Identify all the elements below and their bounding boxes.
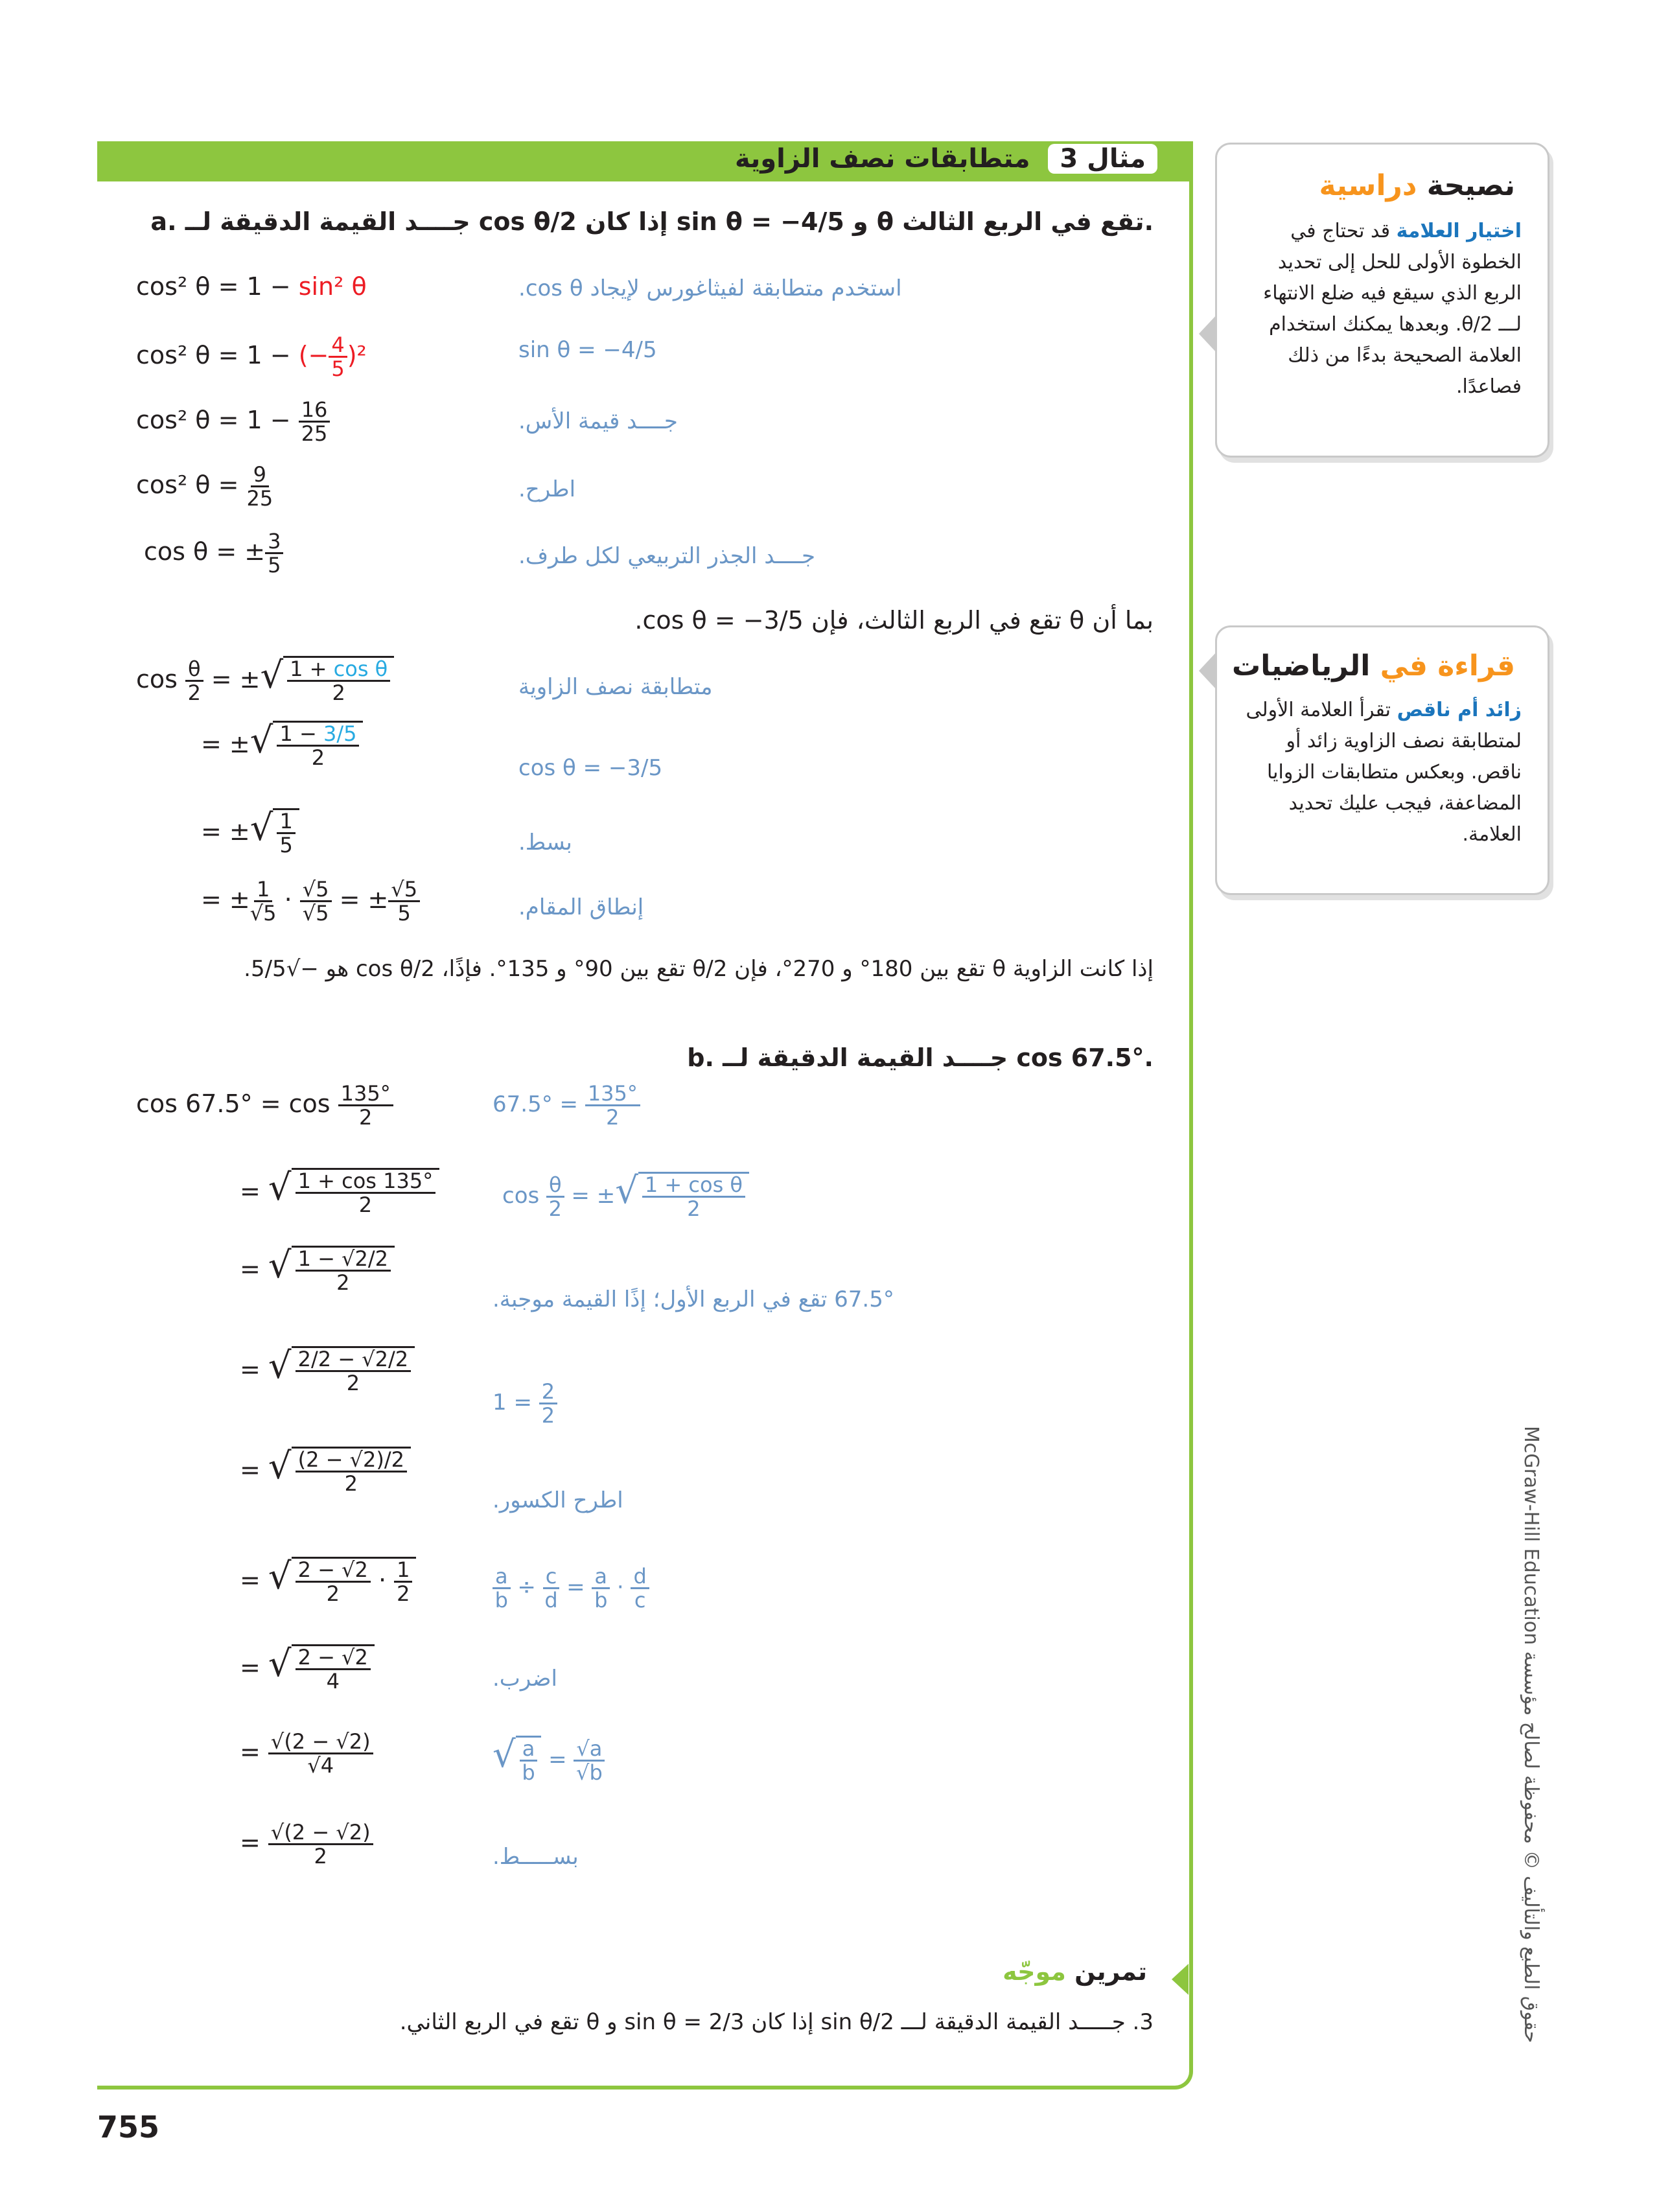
part-a-step-1-note: استخدم متطابقة لفيثاغورس لإيجاد cos θ. [518,275,902,301]
part-a-step-8-equation: = ±√ $\frac{1}{5}$ [201,807,299,856]
part-a-step-6-note: متطابقة نصف الزاوية [518,674,713,700]
reading-math-pointer-icon [1199,651,1217,690]
part-b-step-5-note: اطرح الكسور. [493,1487,623,1513]
part-a-step-1-equation: cos² θ = 1 − sin² θ [136,272,367,301]
part-b-step-2-equation: = √ $\frac{1 + \cos 135^\circ}{2}$ [240,1167,439,1216]
practice-item-3: 3. جـــــد القيمة الدقيقة لـــ sin θ/2 إذا كان sin θ = 2/3 و θ تقع في الربع الثاني. [399,2009,1154,2035]
part-a-step-2-note: sin θ = −4/5 [518,337,657,363]
practice-arrow-icon [1172,1964,1189,1995]
part-b-step-5-equation: = √ $\frac{(2 - √2)/2}{2}$ [240,1445,411,1495]
study-tip-pointer-icon [1199,314,1217,353]
example-header-bar [97,141,1192,181]
part-a-step-5-equation: cos θ = ± $\frac{3}{5}$ [144,530,283,576]
part-b-step-3-equation: = √ $\frac{1 - √2/2}{2}$ [240,1244,395,1294]
part-b-step-4-note: 1 = $\frac{2}{2}$ [493,1380,557,1426]
part-a-step-7-note: cos θ = −3/5 [518,755,663,781]
part-b-step-7-equation: = √ $\frac{2 - √2}{4}$ [240,1643,375,1692]
part-a-step-4-note: اطرح. [518,476,576,502]
part-b-step-9-equation: = $\frac{√(2 - √2)}{2}$ [240,1821,373,1867]
part-a-step-9-equation: = ± $\frac{1}{√5}$ · $\frac{√5}{√5}$ = ± $\frac{√5}{5}$ [201,878,420,924]
part-a-step-6-equation: cos $\frac{\theta}{2}$ = ±√ $\frac{\text{1 + cos θ}}{2}$ [136,655,394,704]
part-b-step-4-equation: = √ $\frac{2/2 - √2/2}{2}$ [240,1345,415,1394]
part-b-heading: b. جــــد القيمة الدقيقة لــ cos 67.5°. [687,1043,1154,1072]
page-number: 755 [97,2110,160,2145]
part-a-conclusion: إذا كانت الزاوية θ تقع بين 180° و 270°، فإن θ/2 تقع بين 90° و 135°. فإذًا، cos θ/2 هو −√5/5. [244,956,1154,982]
part-a-step-3-equation: cos² θ = 1 − $\frac{16}{25}$ [136,399,330,445]
study-tip-box [1215,143,1549,458]
study-tip-text: اختيار العلامة قد تحتاج في الخطوة الأولى للحل إلى تحديد الربع الذي سيقع فيه ضلع الانتهاء لـــ θ/2. وبعدها يمكنك استخدام العلامة الصحيحة بدءًا من ذلك فصاعدًا. [1263,220,1522,398]
part-b-step-3-note: 67.5° تقع في الربع الأول؛ إذًا القيمة موجبة. [493,1286,894,1312]
reading-math-title: قراءة في الرياضيات [1232,649,1515,682]
part-b-step-2-note: cos $\frac{\theta}{2}$ = ±√ $\frac{\text{1 + cos θ}}{2}$ [502,1170,749,1220]
reading-math-text: زائد أم ناقص تقرأ العلامة الأولى لمتطابقة نصف الزاوية زائد أو ناقص. وبعكس متطابقات الزوايا المضاعفة، فيجب عليك تحديد العلامة. [1246,699,1522,846]
part-b-step-1-equation: cos 67.5° = cos $\frac{135^\circ}{2}$ [136,1082,393,1128]
part-b-step-8-equation: = $\frac{√(2 - √2)}{√4}$ [240,1730,373,1776]
part-a-heading: a. جــــد القيمة الدقيقة لــ cos θ/2 إذا كان sin θ = −4/5 و θ تقع في الربع الثالث. [150,207,1154,236]
copyright-notice: حقوق الطبع والتأليف © محفوظة لصالح مؤسسة McGraw-Hill Education [1520,1426,1542,2043]
part-a-step-8-note: بسط. [518,830,572,856]
part-b-step-7-note: اضرب. [493,1666,557,1692]
study-tip-title: نصيحة دراسية [1319,169,1515,202]
part-a-step-2-equation: cos² θ = 1 − (− $\frac{4}{5}$ )² [136,332,367,381]
practice-title: تمرين موجّه [1003,1957,1147,1986]
part-a-step-9-note: إنطاق المقام. [518,894,644,920]
part-a-step-4-equation: cos² θ = $\frac{9}{25}$ [136,462,273,511]
reading-math-box [1215,625,1549,895]
part-b-step-6-equation: = √ $\frac{2 - √2}{2}$ · $\frac{1}{2}$ [240,1555,416,1605]
part-b-step-6-note: $\frac{a}{b}$ ÷ $\frac{c}{d}$ = $\frac{a}{b}$ · $\frac{d}{c}$ [493,1565,649,1611]
part-b-step-8-note: √ $\frac{a}{b}$ = $\frac{√a}{√b}$ [493,1734,605,1784]
part-a-step-3-note: جــــد قيمة الأس. [518,408,678,434]
example-title: متطابقات نصف الزاوية [734,144,1030,174]
example-tag: مثال 3 [1048,144,1157,174]
part-b-step-9-note: بســـــط. [493,1844,579,1870]
part-a-since-statement: بما أن θ تقع في الربع الثالث، فإن cos θ = −3/5. [634,606,1154,634]
part-a-step-5-note: جــــد الجذر التربيعي لكل طرف. [518,543,816,569]
part-a-step-7-equation: = ±√ $\frac{1 - 3/5}{2}$ [201,719,363,769]
part-b-step-1-note: 67.5° = $\frac{135^\circ}{2}$ [493,1082,640,1128]
